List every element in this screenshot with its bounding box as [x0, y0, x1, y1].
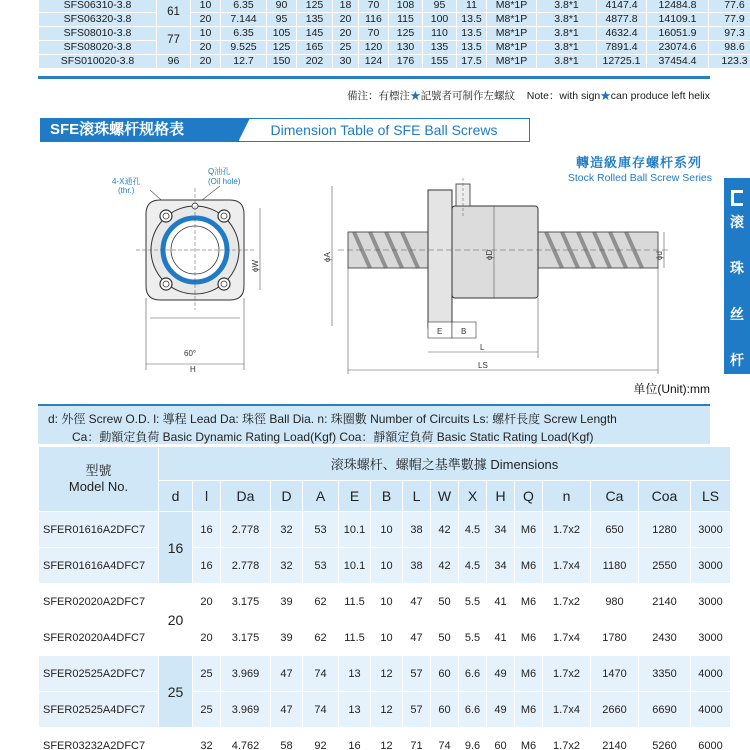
cell-d: 47: [271, 692, 303, 728]
top-cell-Coa: 37454.4: [647, 55, 709, 69]
cell-w: 74: [431, 728, 459, 750]
top-cell-K: 98.6: [709, 41, 750, 55]
top-cell-W: 95: [423, 0, 457, 13]
column-header-ls: LS: [691, 481, 731, 512]
column-header-ca: Ca: [591, 481, 639, 512]
cell-ca: 1470: [591, 656, 639, 692]
cell-ca: 1780: [591, 620, 639, 656]
top-cell-model: SFS010020-3.8: [39, 55, 157, 69]
screw-od-cell: [159, 728, 193, 750]
legend-line-1: d: 外徑 Screw O.D. l: 導程 Lead Da: 珠徑 Ball Dia. n: 珠圈數 Number of Circuits Ls: 螺杆長度 Screw Length: [48, 412, 617, 426]
cell-q: M6: [515, 620, 543, 656]
dim-label-H: H: [190, 365, 196, 374]
cell-a: 74: [303, 692, 339, 728]
top-cell-W: 110: [423, 27, 457, 41]
ball-screw-side-view-drawing: [318, 176, 683, 376]
legend-line-2: Ca：動額定負荷 Basic Dynamic Rating Load(Kgf) Coa：靜額定負荷 Basic Static Rating Load(Kgf): [72, 430, 594, 444]
top-cell-E: 18: [333, 0, 359, 13]
side-category-tab: [724, 178, 750, 374]
thru-hole-label-cn: 4-X通孔: [112, 177, 141, 186]
top-cell-Q: M8*1P: [487, 55, 537, 69]
top-cell-n: 3.8*1: [537, 0, 597, 13]
top-cell-L: 125: [389, 27, 423, 41]
cell-da: 3.969: [221, 692, 271, 728]
cell-b: 12: [371, 656, 403, 692]
top-cell-model: SFS06310-3.8: [39, 0, 157, 13]
model-cell: SFER02525A2DFC7: [39, 656, 159, 692]
top-cell-X: 13.5: [457, 41, 487, 55]
table-row: [39, 584, 731, 620]
top-cell-d: 96: [157, 55, 191, 69]
top-cell-X: 13.5: [457, 27, 487, 41]
top-cell-d: 61: [157, 0, 191, 27]
column-header-coa: Coa: [639, 481, 691, 512]
cell-l: 38: [403, 512, 431, 548]
cell-a: 74: [303, 656, 339, 692]
top-cell-D: 125: [267, 41, 297, 55]
oil-hole-label-en: (Oil hole): [208, 177, 241, 186]
cell-ls: 3000: [691, 512, 731, 548]
top-cell-n: 3.8*1: [537, 13, 597, 27]
top-cell-B: 70: [359, 27, 389, 41]
top-cell-K: 77.6: [709, 0, 750, 13]
column-header-x: X: [459, 481, 487, 512]
top-cell-Ca: 7891.4: [597, 41, 647, 55]
dim-label-L: L: [480, 343, 485, 352]
column-header-q: Q: [515, 481, 543, 512]
top-table-row: [39, 55, 750, 69]
cell-w: 50: [431, 620, 459, 656]
side-tab-char: 滚: [730, 214, 744, 230]
screw-od-cell: 25: [159, 656, 193, 728]
cell-n: 1.7x2: [543, 512, 591, 548]
top-cell-model: SFS08010-3.8: [39, 27, 157, 41]
cell-d: 39: [271, 620, 303, 656]
cell-e: 11.5: [339, 620, 371, 656]
column-header-d: d: [159, 481, 193, 512]
cell-l: 38: [403, 548, 431, 584]
cell-n: 1.7x2: [543, 728, 591, 750]
top-cell-B: 116: [359, 13, 389, 27]
cell-e: 10.1: [339, 548, 371, 584]
table-row: [39, 656, 731, 692]
cell-da: 3.175: [221, 584, 271, 620]
column-header-w: W: [431, 481, 459, 512]
column-header-n: n: [543, 481, 591, 512]
top-cell-Coa: 16051.9: [647, 27, 709, 41]
cell-coa: 6690: [639, 692, 691, 728]
top-cell-L: 176: [389, 55, 423, 69]
cell-l: 25: [193, 656, 221, 692]
cell-b: 10: [371, 548, 403, 584]
cell-a: 92: [303, 728, 339, 750]
unit-label: 单位(Unit):mm: [633, 382, 710, 396]
cell-ls: 3000: [691, 620, 731, 656]
star-icon: ★: [600, 90, 611, 102]
cell-w: 42: [431, 512, 459, 548]
top-cell-K: 77.9: [709, 13, 750, 27]
top-cell-L: 115: [389, 13, 423, 27]
top-cell-l: 10: [191, 27, 221, 41]
top-cell-K: 123.3: [709, 55, 750, 69]
cell-da: 2.778: [221, 548, 271, 584]
cell-d: 32: [271, 512, 303, 548]
cell-l: 25: [193, 692, 221, 728]
top-cell-d: 77: [157, 27, 191, 55]
cell-a: 62: [303, 584, 339, 620]
cell-da: 3.969: [221, 656, 271, 692]
top-cell-n: 3.8*1: [537, 41, 597, 55]
side-tab-char: 杆: [730, 352, 744, 368]
top-cell-Q: M8*1P: [487, 41, 537, 55]
cell-h: 41: [487, 620, 515, 656]
top-cell-W: 100: [423, 13, 457, 27]
cell-ls: 4000: [691, 656, 731, 692]
cell-a: 53: [303, 512, 339, 548]
table-row: [39, 692, 731, 728]
cell-h: 60: [487, 728, 515, 750]
cell-ls: 4000: [691, 692, 731, 728]
top-cell-B: 124: [359, 55, 389, 69]
model-cell: SFER01616A4DFC7: [39, 548, 159, 584]
cell-n: 1.7x4: [543, 548, 591, 584]
cell-l: 20: [193, 584, 221, 620]
top-cell-A: 202: [297, 55, 333, 69]
cell-b: 10: [371, 620, 403, 656]
cell-q: M6: [515, 584, 543, 620]
cell-e: 13: [339, 692, 371, 728]
column-header-da: Da: [221, 481, 271, 512]
cell-w: 50: [431, 584, 459, 620]
star-icon: ★: [410, 90, 421, 102]
top-cell-D: 90: [267, 0, 297, 13]
cell-ca: 2140: [591, 728, 639, 750]
model-cell: SFER03232A2DFC7: [39, 728, 159, 750]
abbreviation-legend: [38, 404, 710, 444]
cell-h: 41: [487, 584, 515, 620]
angle-label: 60°: [184, 349, 197, 358]
column-header-l: l: [193, 481, 221, 512]
cell-e: 13: [339, 656, 371, 692]
top-cell-Coa: 12484.8: [647, 0, 709, 13]
cell-da: 2.778: [221, 512, 271, 548]
cell-d: 58: [271, 728, 303, 750]
cell-l: 57: [403, 692, 431, 728]
column-header-h: H: [487, 481, 515, 512]
table-row: [39, 548, 731, 584]
cell-ls: 3000: [691, 584, 731, 620]
dim-label-LS: LS: [478, 361, 488, 370]
column-header-l: L: [403, 481, 431, 512]
screw-od-cell: 20: [159, 584, 193, 656]
cell-ca: 1180: [591, 548, 639, 584]
cell-coa: 1280: [639, 512, 691, 548]
cell-a: 62: [303, 620, 339, 656]
top-cell-Coa: 14109.1: [647, 13, 709, 27]
top-cell-X: 17.5: [457, 55, 487, 69]
oil-hole-label-cn: Q油孔: [208, 167, 231, 176]
stock-series-en: Stock Rolled Ball Screw Series: [567, 172, 712, 184]
cell-ls: 3000: [691, 548, 731, 584]
top-cell-Q: M8*1P: [487, 0, 537, 13]
top-cell-Q: M8*1P: [487, 13, 537, 27]
top-cell-Ca: 12725.1: [597, 55, 647, 69]
top-spec-table: [38, 0, 750, 69]
section-title-en: Dimension Table of SFE Ball Screws: [238, 118, 530, 142]
cell-coa: 5260: [639, 728, 691, 750]
top-cell-L: 130: [389, 41, 423, 55]
left-helix-note: 備注：有標注★記號者可制作左螺紋 Note：with sign★can produce left helix: [347, 90, 710, 102]
thru-hole-label-en: (thr.): [118, 186, 135, 195]
cell-h: 34: [487, 548, 515, 584]
flange-shape: [136, 188, 254, 310]
cell-h: 49: [487, 692, 515, 728]
column-header-a: A: [303, 481, 339, 512]
cell-da: 3.175: [221, 620, 271, 656]
model-cell: SFER01616A2DFC7: [39, 512, 159, 548]
cell-b: 12: [371, 728, 403, 750]
stock-series-cn: 轉造級庫存螺杆系列: [575, 155, 702, 170]
cell-w: 60: [431, 692, 459, 728]
cell-x: 5.5: [459, 584, 487, 620]
cell-n: 1.7x2: [543, 584, 591, 620]
top-cell-D: 95: [267, 13, 297, 27]
cell-l: 20: [193, 620, 221, 656]
cell-x: 6.6: [459, 692, 487, 728]
dim-label-d: ϕd: [655, 251, 664, 260]
side-tab-char: 丝: [730, 306, 744, 322]
column-header-e: E: [339, 481, 371, 512]
side-tab-char: 珠: [730, 260, 744, 276]
model-cell: SFER02020A4DFC7: [39, 620, 159, 656]
top-cell-A: 125: [297, 0, 333, 13]
top-cell-A: 145: [297, 27, 333, 41]
dim-label-A: ϕA: [323, 252, 332, 262]
top-cell-l: 20: [191, 55, 221, 69]
top-cell-model: SFS08020-3.8: [39, 41, 157, 55]
section-title: [40, 118, 530, 142]
top-cell-E: 25: [333, 41, 359, 55]
ball-nut: [428, 178, 538, 328]
top-cell-E: 20: [333, 27, 359, 41]
dim-label-B: B: [461, 327, 467, 336]
cell-d: 32: [271, 548, 303, 584]
cell-q: M6: [515, 728, 543, 750]
top-cell-n: 3.8*1: [537, 55, 597, 69]
top-cell-model: SFS06320-3.8: [39, 13, 157, 27]
cell-b: 12: [371, 692, 403, 728]
cell-e: 10.1: [339, 512, 371, 548]
top-cell-B: 70: [359, 0, 389, 13]
top-cell-da: 9.525: [221, 41, 267, 55]
cell-w: 42: [431, 548, 459, 584]
top-cell-B: 120: [359, 41, 389, 55]
top-cell-X: 11: [457, 0, 487, 13]
model-cell: SFER02525A4DFC7: [39, 692, 159, 728]
dimensions-header: 滚珠螺杆、螺帽之基準數據 Dimensions: [159, 447, 731, 481]
top-table-row: [39, 13, 750, 27]
cell-coa: 3350: [639, 656, 691, 692]
top-cell-Ca: 4632.4: [597, 27, 647, 41]
cell-q: M6: [515, 512, 543, 548]
cell-h: 49: [487, 656, 515, 692]
model-cell: SFER02020A2DFC7: [39, 584, 159, 620]
cell-l: 57: [403, 656, 431, 692]
top-cell-da: 7.144: [221, 13, 267, 27]
dim-label-E: E: [437, 327, 443, 336]
cell-l: 32: [193, 728, 221, 750]
screw-od-cell: 16: [159, 512, 193, 584]
table-row: [39, 728, 731, 750]
cell-l: 47: [403, 620, 431, 656]
cell-d: 39: [271, 584, 303, 620]
top-cell-W: 135: [423, 41, 457, 55]
dim-label-W: ϕW: [251, 259, 260, 272]
cell-l: 47: [403, 584, 431, 620]
table-row: [39, 512, 731, 548]
top-table-row: [39, 41, 750, 55]
top-cell-Ca: 4147.4: [597, 0, 647, 13]
top-cell-A: 135: [297, 13, 333, 27]
top-cell-Coa: 23074.6: [647, 41, 709, 55]
top-cell-L: 108: [389, 0, 423, 13]
model-column-header: 型號 Model No.: [39, 447, 159, 512]
top-cell-n: 3.8*1: [537, 27, 597, 41]
top-cell-l: 20: [191, 41, 221, 55]
section-title-cn: SFE滚珠螺杆规格表: [40, 118, 238, 142]
cell-n: 1.7x4: [543, 692, 591, 728]
cell-x: 9.6: [459, 728, 487, 750]
cell-d: 47: [271, 656, 303, 692]
cell-e: 16: [339, 728, 371, 750]
top-cell-E: 30: [333, 55, 359, 69]
cell-q: M6: [515, 656, 543, 692]
cell-coa: 2550: [639, 548, 691, 584]
cell-q: M6: [515, 548, 543, 584]
cell-h: 34: [487, 512, 515, 548]
table-row: [39, 620, 731, 656]
top-cell-l: 20: [191, 13, 221, 27]
cell-x: 5.5: [459, 620, 487, 656]
cell-coa: 2140: [639, 584, 691, 620]
top-cell-da: 6.35: [221, 0, 267, 13]
sfe-spec-table: [38, 446, 731, 750]
top-cell-l: 10: [191, 0, 221, 13]
cell-w: 60: [431, 656, 459, 692]
cell-l: 16: [193, 512, 221, 548]
cell-ls: 6000: [691, 728, 731, 750]
dim-label-D: ϕD: [485, 249, 494, 260]
flange-front-view-drawing: [110, 158, 280, 378]
cell-x: 4.5: [459, 512, 487, 548]
cell-n: 1.7x2: [543, 656, 591, 692]
cell-n: 1.7x4: [543, 620, 591, 656]
cell-ca: 980: [591, 584, 639, 620]
top-table-row: [39, 27, 750, 41]
cell-l: 16: [193, 548, 221, 584]
top-cell-A: 165: [297, 41, 333, 55]
cell-ca: 650: [591, 512, 639, 548]
cell-x: 6.6: [459, 656, 487, 692]
column-header-b: B: [371, 481, 403, 512]
cell-e: 11.5: [339, 584, 371, 620]
top-cell-D: 105: [267, 27, 297, 41]
top-cell-da: 6.35: [221, 27, 267, 41]
top-cell-Q: M8*1P: [487, 27, 537, 41]
top-cell-D: 150: [267, 55, 297, 69]
top-table-bottom-rule: [38, 76, 710, 79]
cell-x: 4.5: [459, 548, 487, 584]
side-tab-bracket-icon: [731, 190, 743, 206]
top-cell-W: 155: [423, 55, 457, 69]
cell-q: M6: [515, 692, 543, 728]
top-cell-X: 13.5: [457, 13, 487, 27]
cell-b: 10: [371, 512, 403, 548]
cell-b: 10: [371, 584, 403, 620]
top-cell-da: 12.7: [221, 55, 267, 69]
cell-coa: 2430: [639, 620, 691, 656]
top-table-row: [39, 0, 750, 13]
top-cell-Ca: 4877.8: [597, 13, 647, 27]
cell-da: 4.762: [221, 728, 271, 750]
top-cell-E: 20: [333, 13, 359, 27]
cell-ca: 2660: [591, 692, 639, 728]
cell-l: 71: [403, 728, 431, 750]
top-cell-K: 97.3: [709, 27, 750, 41]
column-header-d: D: [271, 481, 303, 512]
cell-a: 53: [303, 548, 339, 584]
